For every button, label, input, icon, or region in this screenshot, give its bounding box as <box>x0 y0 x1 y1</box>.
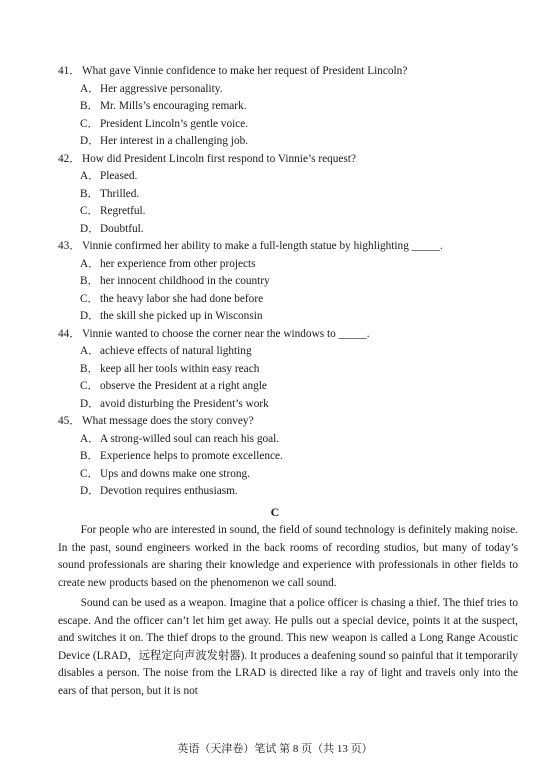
passage-paragraph: Sound can be used as a weapon. Imagine that a police officer is chasing a thief. The thief tries to escape. And the officer can’t let him get away. He pulls out a special device, points it at the suspect, and switches it on. The thief drops to the ground. This new weapon is called a Long Range Acoustic Device (LRAD，远程定向声波发射器). It produces a deafening sound so painful that it temporarily disables a person. The noise from the LRAD is directed like a ray of light and travels only into the ears of that person, but it is not <box>58 597 518 697</box>
option-b: B．Thrilled. <box>80 187 140 200</box>
question-stem: 42．How did President Lincoln first respond to Vinnie’s request? <box>58 152 356 165</box>
option-d: D．Her interest in a challenging job. <box>80 135 249 147</box>
option-b: B．her innocent childhood in the country <box>80 275 270 287</box>
option-c: C．Ups and downs make one strong. <box>80 467 250 480</box>
option-c: C．the heavy labor she had done before <box>80 292 264 305</box>
option-b: B．Mr. Mills’s encouraging remark. <box>80 100 247 112</box>
question-list <box>58 63 518 501</box>
question-stem: 43．Vinnie confirmed her ability to make a full-length statue by highlighting _____. <box>58 240 443 252</box>
reading-passage <box>58 522 518 703</box>
option-d: D．Doubtful. <box>80 222 144 235</box>
question-stem: 41．What gave Vinnie confidence to make her request of President Lincoln? <box>58 65 408 77</box>
option-a: A．achieve effects of natural lighting <box>80 345 252 357</box>
option-d: D．Devotion requires enthusiasm. <box>80 485 238 497</box>
option-d: D．avoid disturbing the President’s work <box>80 397 269 410</box>
option-d: D．the skill she picked up in Wisconsin <box>80 310 263 322</box>
question-44 <box>58 326 518 414</box>
question-stem: 45．What message does the story convey? <box>58 415 254 427</box>
section-title: C <box>270 505 280 519</box>
option-c: C．observe the President at a right angle <box>80 380 267 392</box>
question-42 <box>58 151 518 239</box>
option-a: A．her experience from other projects <box>80 257 256 270</box>
passage-paragraph: For people who are interested in sound, the field of sound technology is definitely making noise. In the past, sound engineers worked in the back rooms of recording studios, but many of today’s sound professionals are sharing their knowledge and experience with professionals in other fields to create new products based on the phenomenon we call sound. <box>58 524 518 589</box>
option-a: A．Her aggressive personality. <box>80 82 223 95</box>
option-b: B．keep all her tools within easy reach <box>80 362 260 375</box>
option-b: B．Experience helps to promote excellence. <box>80 450 283 462</box>
option-c: C．Regretful. <box>80 205 146 217</box>
question-45 <box>58 413 518 501</box>
option-c: C．President Lincoln’s gentle voice. <box>80 117 249 130</box>
page-footer: 英语（天津卷）笔试 第 8 页（共 13 页） <box>177 743 373 755</box>
option-a: A．A strong-willed soul can reach his goal. <box>80 432 280 445</box>
question-43 <box>58 238 518 326</box>
option-a: A．Pleased. <box>80 170 138 182</box>
question-stem: 44．Vinnie wanted to choose the corner near the windows to _____. <box>58 327 370 340</box>
question-41 <box>58 63 518 151</box>
